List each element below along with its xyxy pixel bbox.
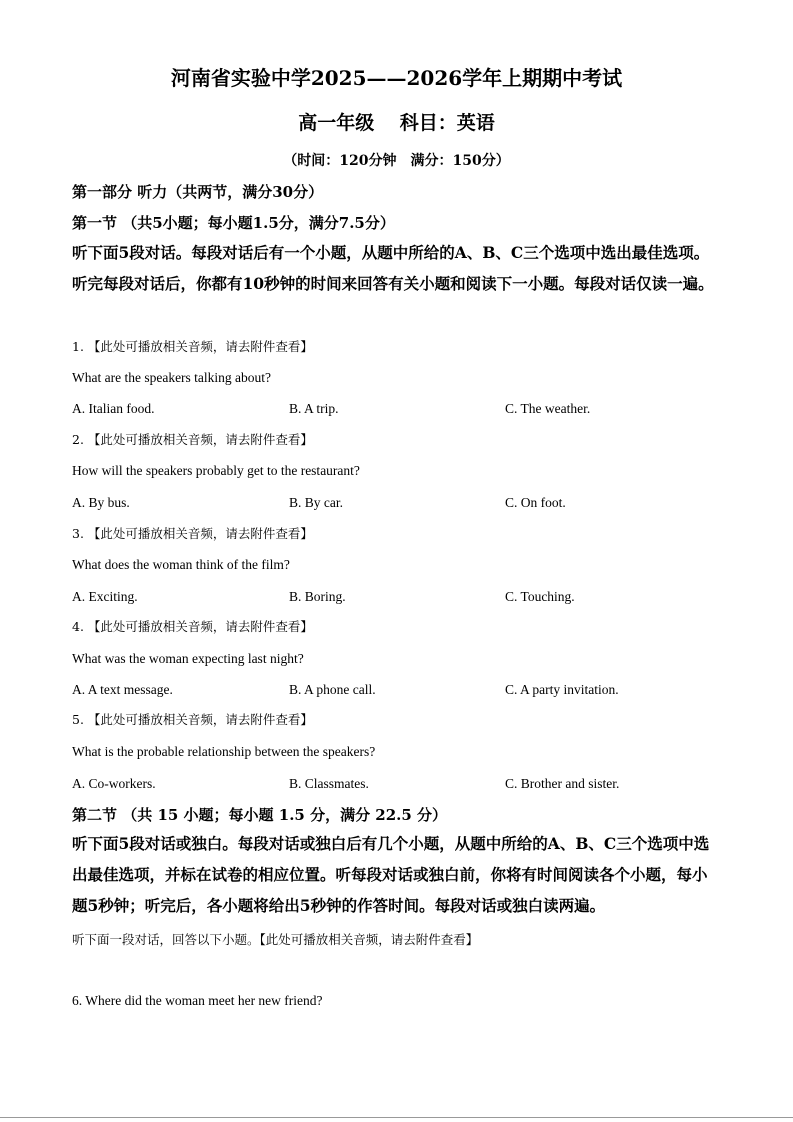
section1-instructions: 听下面5段对话。每段对话后有一个小题，从题中所给的A、B、C三个选项中选出最佳选项。听完每段对话后，你都有10秒钟的时间来回答有关小题和阅读下一小题。每段对话仅读一遍。 bbox=[72, 243, 714, 293]
q3-option-b: B. Boring. bbox=[289, 589, 346, 604]
q4-option-c: C. A party invitation. bbox=[505, 682, 619, 697]
q5-option-a: A. Co-workers. bbox=[72, 776, 156, 791]
question-6: 6. Where did the woman meet her new friend? bbox=[72, 993, 323, 1008]
q4-option-a: A. A text message. bbox=[72, 682, 173, 697]
question-2: How will the speakers probably get to the restaurant? bbox=[72, 463, 360, 478]
exam-subtitle: 高一年级 科目：英语 bbox=[298, 112, 495, 134]
exam-title: 河南省实验中学2025——2026学年上期期中考试 bbox=[170, 66, 623, 90]
audio-note-5: 5. 【此处可播放相关音频，请去附件查看】 bbox=[72, 712, 313, 727]
q4-option-b: B. A phone call. bbox=[289, 682, 376, 697]
section2-audio-note: 听下面一段对话，回答以下小题。【此处可播放相关音频，请去附件查看】 bbox=[72, 932, 479, 947]
question-3: What does the woman think of the film? bbox=[72, 557, 290, 572]
q3-option-a: A. Exciting. bbox=[72, 589, 138, 604]
q2-option-c: C. On foot. bbox=[505, 495, 566, 510]
section2-instructions: 听下面5段对话或独白。每段对话或独白后有几个小题，从题中所给的A、B、C三个选项中选出最佳选项，并标在试卷的相应位置。听每段对话或独白前，你将有时间阅读各个小题，每小题5秒钟；听完后，各小题将给出5秒钟的作答时间。每段对话或独白读两遍。 bbox=[72, 834, 710, 915]
q3-option-c: C. Touching. bbox=[505, 589, 575, 604]
question-4: What was the woman expecting last night? bbox=[72, 651, 304, 666]
q5-option-b: B. Classmates. bbox=[289, 776, 369, 791]
question-5: What is the probable relationship between the speakers? bbox=[72, 744, 376, 759]
q2-option-b: B. By car. bbox=[289, 495, 343, 510]
page-bottom-divider bbox=[0, 1117, 793, 1118]
q5-option-c: C. Brother and sister. bbox=[505, 776, 620, 791]
section2-heading: 第二节 （共 15 小题；每小题 1.5 分，满分 22.5 分） bbox=[72, 806, 448, 824]
q1-option-b: B. A trip. bbox=[289, 401, 339, 416]
q2-option-a: A. By bus. bbox=[72, 495, 130, 510]
q1-option-c: C. The weather. bbox=[505, 401, 591, 416]
q1-option-a: A. Italian food. bbox=[72, 401, 155, 416]
question-1: What are the speakers talking about? bbox=[72, 370, 272, 385]
time-info: （时间：120分钟 满分：150分） bbox=[283, 153, 510, 169]
audio-note-4: 4. 【此处可播放相关音频，请去附件查看】 bbox=[72, 619, 313, 634]
audio-note-3: 3. 【此处可播放相关音频，请去附件查看】 bbox=[72, 526, 313, 541]
section1-heading: 第一节 （共5小题；每小题1.5分，满分7.5分） bbox=[72, 214, 395, 232]
part1-heading: 第一部分 听力（共两节，满分30分） bbox=[72, 183, 324, 201]
audio-note-2: 2. 【此处可播放相关音频，请去附件查看】 bbox=[72, 432, 313, 447]
audio-note-1: 1. 【此处可播放相关音频，请去附件查看】 bbox=[72, 339, 313, 354]
